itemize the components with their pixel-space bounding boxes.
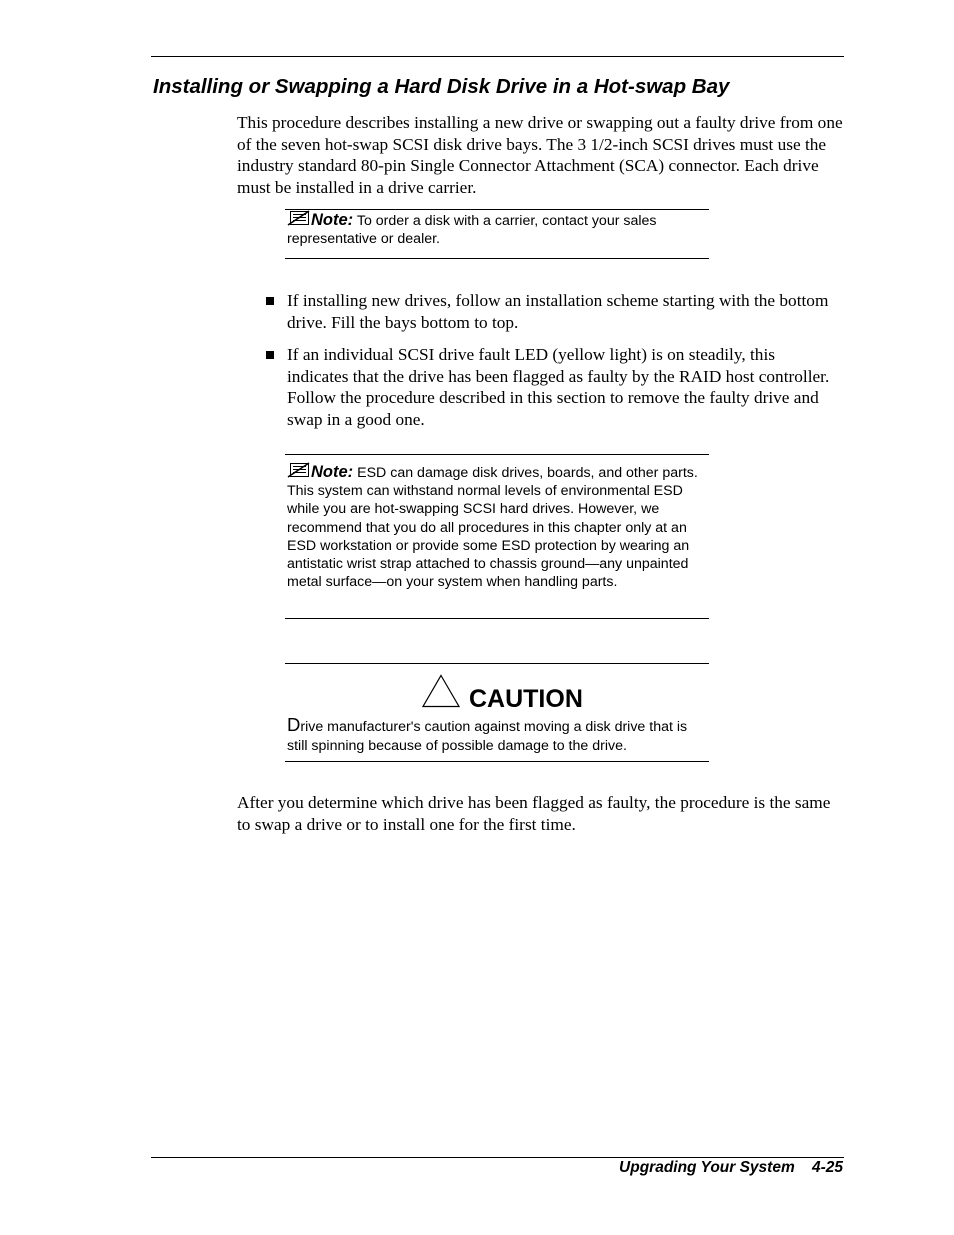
section-title: Installing or Swapping a Hard Disk Drive in a Hot-swap Bay (153, 75, 730, 98)
bullet-list (265, 290, 835, 442)
note-label: Note: (311, 211, 354, 229)
note-box-esd (285, 454, 709, 619)
caution-body: rive manufacturer's caution against moving a disk drive that is still spinning because of possible damage to the drive. (287, 719, 688, 754)
caution-initial: D (287, 714, 301, 735)
warning-triangle-icon (422, 674, 460, 708)
footer-chapter: Upgrading Your System (619, 1159, 795, 1176)
list-item (265, 290, 835, 333)
note-text: To order a disk with a carrier, contact your sales representative or dealer. (287, 213, 657, 248)
list-item-text: If installing new drives, follow an installation scheme starting with the bottom drive. Fill the bays bottom to top. (287, 291, 829, 332)
caution-box (285, 663, 709, 762)
note-icon (287, 462, 311, 478)
closing-paragraph: After you determine which drive has been flagged as faulty, the procedure is the same to swap a drive or to install one for the first time. (237, 793, 831, 834)
note-label: Note: (311, 463, 354, 481)
caution-title: CAUTION (469, 685, 583, 713)
page-number: 4-25 (811, 1159, 843, 1176)
square-bullet-icon (266, 351, 274, 359)
list-item (265, 344, 835, 430)
header-rule (151, 56, 844, 57)
note-icon (287, 210, 311, 226)
note-text: ESD can damage disk drives, boards, and other parts. This system can withstand normal levels of environmental ESD while you are hot-swapping SCSI hard drives. However, we recommend that you do all procedures in this chapter only at an ESD workstation or provide some ESD protection by wearing an antistatic wrist strap attached to chassis ground—any unpainted metal surface—on your system when handling parts. (287, 465, 698, 591)
page-footer (500, 1158, 843, 1178)
caution-text (287, 715, 709, 756)
list-item-text: If an individual SCSI drive fault LED (yellow light) is on steadily, this indicates that the drive has been flagged as faulty by the RAID host controller. Follow the procedure described in this section to remove the faulty drive and swap in a good one. (287, 345, 830, 429)
square-bullet-icon (266, 297, 274, 305)
note-box-carrier (285, 209, 709, 259)
intro-paragraph: This procedure describes installing a new drive or swapping out a faulty drive from one of the seven hot-swap SCSI disk drive bays. The 3 1/2-inch SCSI drives must use the industry standard 80-pin Single Connector Attachment (SCA) connector. Each drive must be installed in a drive carrier. (237, 113, 843, 197)
